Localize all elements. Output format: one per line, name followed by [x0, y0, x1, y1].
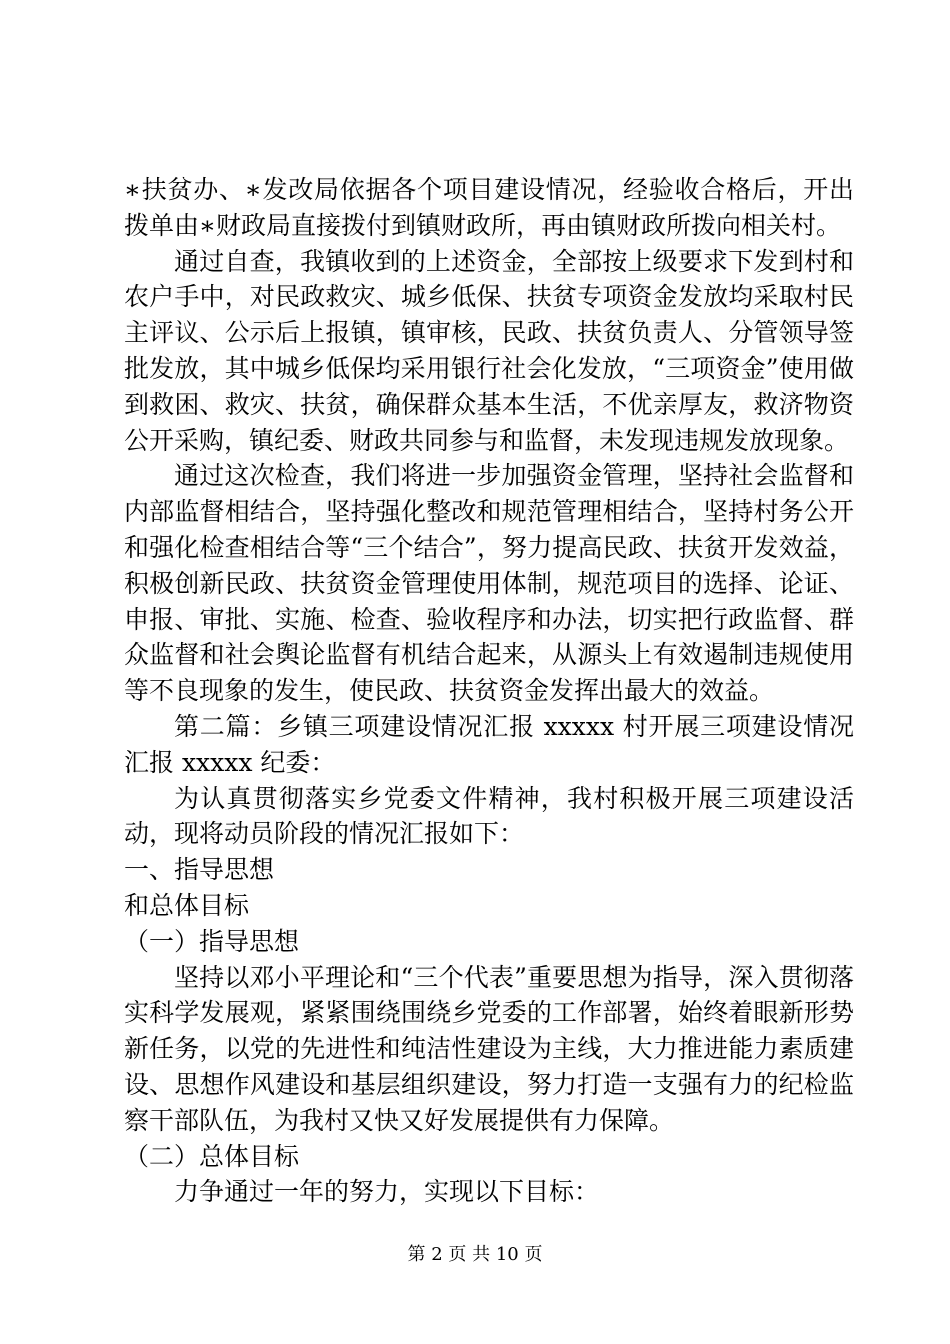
subheading-overall-goal: （二）总体目标 — [124, 1141, 300, 1171]
document-body — [124, 172, 854, 1210]
paragraph-goal-intro: 力争通过一年的努力，实现以下目标： — [174, 1177, 600, 1207]
paragraph-improvement-plan: 通过这次检查，我们将进一步加强资金管理，坚持社会监督和内部监督相结合，坚持强化整改和规范管理相结合，坚持村务公开和强化检查相结合等“三个结合”，努力提高民政、扶贫开发效益，积极创新民政、扶贫资金管理使用体制，规范项目的选择、论证、申报、审批、实施、检查、验收程序和办法，切实把行政监督、群众监督和社会舆论监督有机结合起来，从源头上有效遏制违规使用等不良现象的发生，使民政、扶贫资金发挥出最大的效益。 — [124, 461, 854, 706]
paragraph-funding-process: ∗扶贫办、∗发改局依据各个项目建设情况，经验收合格后，开出拨单由∗财政局直接拨付到镇财政所，再由镇财政所拨向相关村。 — [124, 175, 854, 240]
subheading-guiding-ideology: （一）指导思想 — [124, 926, 300, 956]
heading-overall-goal-continued: 和总体目标 — [124, 890, 250, 920]
paragraph-self-inspection: 通过自查，我镇收到的上述资金，全部按上级要求下发到村和农户手中，对民政救灾、城乡低保、扶贫专项资金发放均采取村民主评议、公示后上报镇，镇审核，民政、扶贫负责人、分管领导签批发放，其中城乡低保均采用银行社会化发放，“三项资金”使用做到救困、救灾、扶贫，确保群众基本生活，不优亲厚友，救济物资公开采购，镇纪委、财政共同参与和监督，未发现违规发放现象。 — [124, 246, 854, 455]
heading-guiding-ideology: 一、指导思想 — [124, 855, 275, 885]
paragraph-introduction: 为认真贯彻落实乡党委文件精神，我村积极开展三项建设活动，现将动员阶段的情况汇报如下： — [124, 783, 854, 849]
section-heading-second-article: 第二篇：乡镇三项建设情况汇报 xxxxx 村开展三项建设情况汇报 xxxxx 纪委： — [124, 711, 854, 777]
paragraph-guiding-ideology: 坚持以邓小平理论和“三个代表”重要思想为指导，深入贯彻落实科学发展观，紧紧围绕围绕乡党委的工作部署，始终着眼新形势新任务，以党的先进性和纯洁性建设为主线，大力推进能力素质建设、思想作风建设和基层组织建设，努力打造一支强有力的纪检监察干部队伍，为我村又快又好发展提供有力保障。 — [124, 962, 854, 1135]
page-number-footer: 第 2 页 共 10 页 — [407, 1244, 543, 1265]
